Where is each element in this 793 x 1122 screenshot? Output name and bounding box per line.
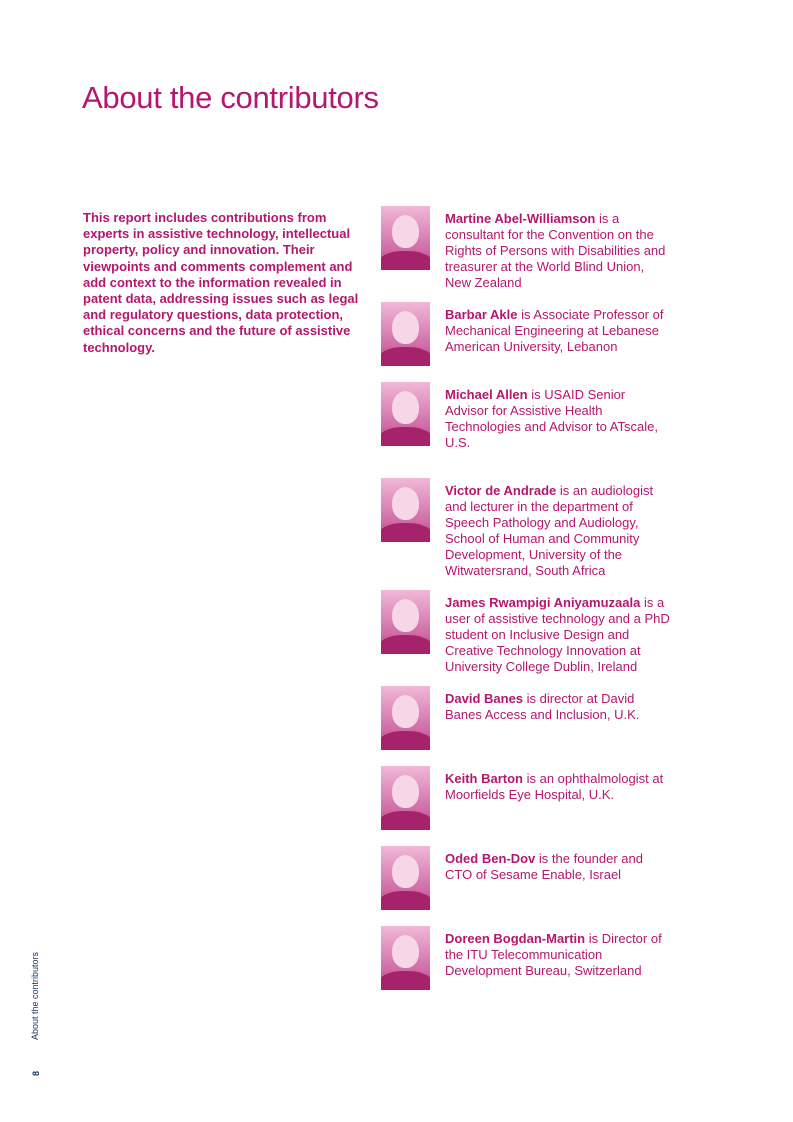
contributor-photo bbox=[381, 302, 430, 366]
page-title: About the contributors bbox=[82, 80, 379, 115]
contributor-photo bbox=[381, 686, 430, 750]
contributor-entry bbox=[381, 691, 681, 761]
contributor-description: is a consultant for the Convention on the Rights of Persons with Disabilities and treasurer at the World Blind Union, New Zealand bbox=[445, 211, 666, 291]
contributor-bio bbox=[445, 691, 670, 723]
contributor-entry bbox=[381, 595, 681, 675]
contributor-entry bbox=[381, 483, 681, 579]
contributor-name: Michael Allen bbox=[445, 387, 528, 402]
contributor-photo bbox=[381, 206, 430, 270]
contributor-entry bbox=[381, 211, 681, 291]
contributor-description: is Director of the ITU Telecommunication Development Bureau, Switzerland bbox=[445, 931, 662, 979]
contributor-description: is a user of assistive technology and a PhD student on Inclusive Design and Creative Technology Innovation at University College Dublin, Ireland bbox=[445, 595, 670, 675]
contributor-photo bbox=[381, 846, 430, 910]
contributor-name: Keith Barton bbox=[445, 771, 523, 786]
running-section-label: About the contributors bbox=[30, 951, 40, 1040]
contributor-bio bbox=[445, 483, 670, 580]
contributor-photo bbox=[381, 382, 430, 446]
contributor-description: is USAID Senior Advisor for Assistive Health Technologies and Advisor to ATscale, U.S. bbox=[445, 387, 658, 451]
contributor-photo bbox=[381, 926, 430, 990]
contributor-bio bbox=[445, 211, 670, 291]
contributor-name: Victor de Andrade bbox=[445, 483, 557, 498]
contributor-bio bbox=[445, 307, 670, 355]
contributor-name: David Banes bbox=[445, 691, 524, 706]
contributor-photo bbox=[381, 478, 430, 542]
contributor-bio bbox=[445, 771, 670, 803]
contributor-description: is the founder and CTO of Sesame Enable, Israel bbox=[445, 851, 643, 883]
contributor-name: Doreen Bogdan-Martin bbox=[445, 931, 586, 946]
contributor-description: is director at David Banes Access and Inclusion, U.K. bbox=[445, 691, 640, 723]
contributor-bio bbox=[445, 595, 670, 675]
contributor-entry bbox=[381, 931, 681, 1001]
contributor-name: Oded Ben-Dov bbox=[445, 851, 536, 866]
contributor-photo bbox=[381, 590, 430, 654]
contributor-name: Barbar Akle bbox=[445, 307, 518, 322]
contributor-bio bbox=[445, 851, 670, 883]
contributor-entry bbox=[381, 387, 681, 457]
contributor-bio bbox=[445, 387, 670, 451]
contributor-entry bbox=[381, 771, 681, 841]
intro-paragraph: This report includes contributions from experts in assistive technology, intellectual property, policy and innovation. Their viewpoints and comments complement and add context to the information revealed in patent data, addressing issues such as legal and regulatory questions, data protection, ethical concerns and the future of assistive technology. bbox=[83, 210, 359, 355]
contributor-description: is an audiologist and lecturer in the department of Speech Pathology and Audiology, School of Human and Community Development, University of the Witwatersrand, South Africa bbox=[445, 483, 654, 579]
contributor-name: Martine Abel-Williamson bbox=[445, 211, 596, 226]
page-number: 8 bbox=[31, 1070, 41, 1076]
contributor-description: is Associate Professor of Mechanical Engineering at Lebanese American University, Lebanon bbox=[445, 307, 664, 355]
contributor-description: is an ophthalmologist at Moorfields Eye Hospital, U.K. bbox=[445, 771, 664, 803]
contributor-bio bbox=[445, 931, 670, 979]
contributor-photo bbox=[381, 766, 430, 830]
contributor-entry bbox=[381, 307, 681, 377]
contributor-entry bbox=[381, 851, 681, 921]
contributor-name: James Rwampigi Aniyamuzaala bbox=[445, 595, 641, 610]
